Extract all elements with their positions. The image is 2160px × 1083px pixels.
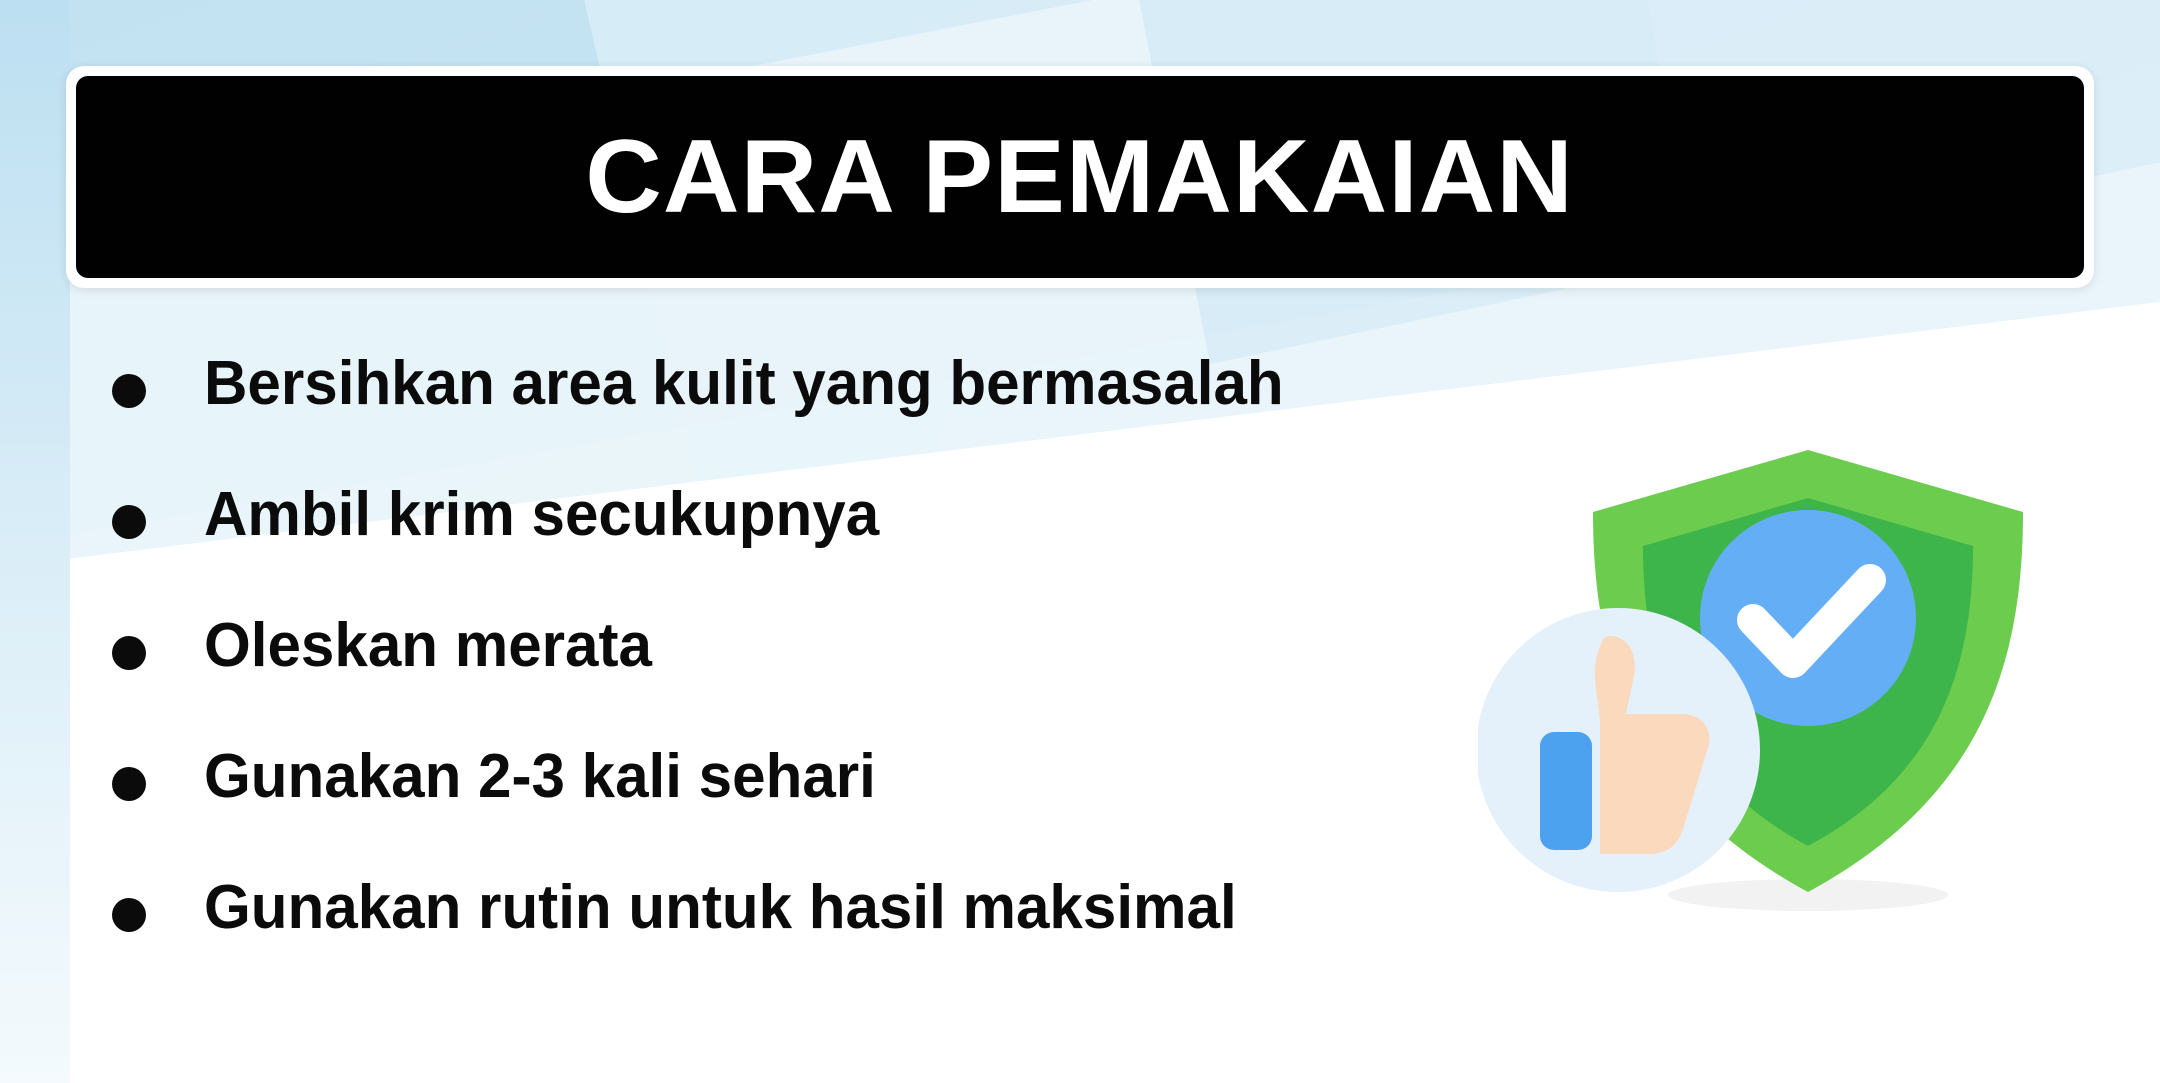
list-item (112, 742, 1612, 876)
page-title: CARA PEMAKAIAN (585, 119, 1575, 235)
thumbs-up-cuff-icon (1540, 732, 1592, 850)
list-item-label: Oleskan merata (204, 611, 652, 680)
list-item (112, 611, 1612, 745)
background-left-strip (0, 0, 70, 1083)
list-item-label: Ambil krim secukupnya (204, 480, 880, 549)
shield-check-thumbs-up-badge (1478, 440, 2038, 940)
list-item (112, 349, 1612, 483)
title-panel (66, 66, 2094, 288)
list-item-label: Gunakan 2-3 kali sehari (204, 742, 876, 811)
list-item-label: Bersihkan area kulit yang bermasalah (204, 349, 1284, 418)
bullet-dot-icon (112, 767, 146, 801)
title-bar (76, 76, 2084, 278)
bullet-dot-icon (112, 636, 146, 670)
bullet-dot-icon (112, 374, 146, 408)
bullet-dot-icon (112, 898, 146, 932)
bullet-dot-icon (112, 505, 146, 539)
usage-steps-list (112, 349, 1612, 1007)
list-item (112, 480, 1612, 614)
list-item (112, 873, 1612, 1007)
list-item-label: Gunakan rutin untuk hasil maksimal (204, 873, 1237, 942)
